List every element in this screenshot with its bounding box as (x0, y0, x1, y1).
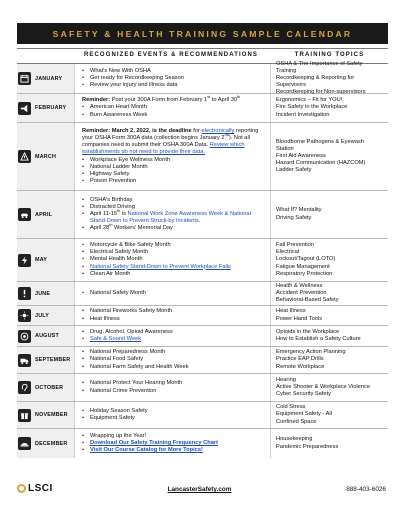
list-item: • National Farm Safety and Health Week (81, 364, 266, 371)
stand-down-falls-link[interactable]: National Safety Stand-Down to Prevent Workplace Falls (90, 263, 231, 270)
car-icon (18, 208, 31, 221)
list-item: • Clean Air Month (81, 271, 266, 278)
list-item (81, 264, 266, 271)
course-catalog-link[interactable]: Visit Our Course Catalog for More Topics! (90, 447, 203, 454)
topic-item: Remote Workplace (276, 363, 325, 370)
topic-item: Cold Stress (276, 404, 306, 411)
month-row-october (17, 374, 388, 402)
topic-item: Pandemic Preparedness (276, 443, 339, 450)
month-row-november (17, 402, 388, 429)
topic-item: Confined Space (276, 418, 317, 425)
review-establishments-link[interactable]: Review which establishments do not need to provide their data. (82, 142, 245, 156)
website-link[interactable]: LancasterSafety.com (167, 486, 232, 493)
events-cell (75, 347, 271, 373)
events-cell (75, 306, 271, 325)
events-cell (75, 191, 271, 238)
events-column-header: RECOGNIZED EVENTS & RECOMMENDATIONS (83, 52, 259, 58)
topic-item: Behavioral-Based Safety (276, 297, 339, 304)
month-name: DECEMBER (35, 440, 68, 447)
topic-item: Opioids in the Workplace (276, 328, 340, 335)
gift-icon (18, 409, 31, 422)
topic-item: Active Shooter & Workplace Violence (276, 383, 370, 390)
topic-item: Recordkeeping for Non-supervisors (276, 89, 366, 96)
lsci-logo (17, 483, 53, 494)
topic-item: Hazard Communication (HAZCOM) (276, 160, 366, 167)
hardhat-icon (18, 437, 31, 450)
list-item: • National Food Safety (81, 356, 266, 363)
list-item: • Highway Safety (81, 171, 266, 178)
month-name: JULY (35, 312, 50, 319)
list-item: • Mental Health Month (81, 256, 266, 263)
month-row-april (17, 191, 388, 239)
month-row-january (17, 60, 388, 96)
events-cell (75, 282, 271, 305)
list-item: • National Crime Prevention (81, 388, 266, 395)
topic-item: OSHA & The Importance of Safety Training (276, 60, 363, 74)
list-item: • National Safety Month (81, 290, 266, 297)
topic-item: Ergonomics – Fit for YOU! (276, 97, 343, 104)
list-item: • Workplace Eye Wellness Month (81, 157, 266, 164)
list-item: • American Heart Month (81, 104, 266, 111)
truck-icon (18, 354, 31, 367)
events-cell (75, 374, 271, 401)
calendar-icon (18, 72, 31, 85)
list-item: • Wrapping up the Year! (81, 433, 266, 440)
topic-item: How to Establish a Safety Culture (276, 336, 361, 342)
topic-item: Power Hand Tools (276, 315, 323, 322)
list-item: • April 28th Workers' Memorial Day (81, 225, 266, 232)
month-name: JUNE (35, 290, 51, 297)
list-item: • National Preparedness Month (81, 349, 266, 356)
ear-icon (18, 381, 31, 394)
topic-item: Respiratory Protection (276, 270, 333, 277)
list-item: • Motorcycle & Bike Safety Month (81, 242, 266, 249)
calendar-table (17, 60, 388, 458)
topics-cell (271, 306, 388, 325)
month-name: JANUARY (35, 75, 63, 82)
topic-item: Health & Wellness (276, 282, 323, 289)
list-item: • Get ready for Recordkeeping Season (81, 75, 266, 82)
topic-item: Emergency Action Planning (276, 349, 346, 356)
footer (17, 482, 388, 500)
topics-cell (271, 239, 388, 281)
sun-icon (18, 309, 31, 322)
list-item (81, 447, 266, 454)
topic-item: Ladder Safety (276, 167, 312, 174)
month-name: MAY (35, 257, 48, 263)
work-zone-awareness-link[interactable]: National Work Zone Awareness Week & National Stand-Down to Prevent Struck-by Incidents (90, 210, 251, 225)
phone-number: 888-403-6026 (346, 486, 386, 493)
month-row-december (17, 429, 388, 458)
list-item: • April 11-15th is National Work Zone Awareness Week & National Stand-Down to Prevent Struck-by Incidents. (81, 211, 266, 225)
list-item: • National Protect Your Hearing Month (81, 380, 266, 387)
page-title: SAFETY & HEALTH TRAINING SAMPLE CALENDAR (17, 23, 388, 44)
month-name: MARCH (35, 153, 57, 160)
logo-text: LSCI (28, 483, 53, 494)
month-name: OCTOBER (35, 384, 64, 391)
month-row-may (17, 239, 388, 282)
topic-item: Fire Safety in the Workplace (276, 104, 348, 111)
topics-cell (271, 347, 388, 373)
topics-cell (271, 94, 388, 122)
topic-item: Lockout/Tagout (LOTO) (276, 256, 336, 263)
topic-item: Housekeeping (276, 436, 313, 443)
topics-cell (271, 191, 388, 238)
events-cell (75, 239, 271, 281)
topic-item: Cyber Security Safety (276, 391, 332, 398)
topic-item: Hearing (276, 376, 296, 383)
month-row-february (17, 94, 388, 123)
list-item: • Poison Prevention (81, 178, 266, 185)
topics-cell (271, 123, 388, 190)
reminder-text: Reminder: March 2, 2022, is the deadline for electronically reporting your OSHA Form 300A data (collection begins January 2nd). Not all companies need to submit their OSHA 300A Data. Review which establishments do not need to provide their data. (82, 128, 259, 156)
topics-cell (271, 429, 388, 458)
topic-item: Incident Investigation (276, 111, 330, 118)
topic-item: Practice EAP Drills (276, 356, 324, 363)
list-item: • Review your injury and illness data (81, 82, 266, 89)
topic-item: Driving Safety (276, 214, 312, 221)
megaphone-icon (18, 102, 31, 115)
header-divider-top (17, 48, 388, 49)
events-cell (75, 94, 271, 122)
topic-item: First Aid Awareness (276, 152, 326, 159)
topic-item: Fall Prevention (276, 242, 314, 249)
month-row-july (17, 306, 388, 326)
events-cell (75, 429, 271, 458)
events-cell (75, 402, 271, 428)
topics-cell (271, 402, 388, 428)
topic-item: Accident Prevention (276, 289, 327, 296)
safe-sound-week-link[interactable]: Safe & Sound Week (90, 336, 142, 342)
month-name: APRIL (35, 211, 53, 218)
reminder-text: Reminder: Post your 300A Form from February 1st to April 30th (82, 95, 241, 104)
topic-item: Recordkeeping & Reporting for Supervisors (276, 74, 355, 89)
month-name: NOVEMBER (35, 412, 68, 418)
list-item: • National Ladder Month (81, 164, 266, 171)
list-item: • Equipment Safety (81, 415, 266, 422)
topics-cell (271, 326, 388, 346)
frequency-chart-link[interactable]: Download Our Safety Training Frequency Chart (90, 439, 218, 446)
month-row-august (17, 326, 388, 347)
electronic-reporting-link[interactable]: electronically (201, 128, 235, 135)
topics-cell (271, 374, 388, 401)
list-item (81, 440, 266, 447)
list-item: • Electrical Safety Month (81, 249, 266, 256)
events-cell (75, 123, 271, 190)
topics-cell (271, 60, 388, 96)
target-icon (18, 330, 31, 343)
events-cell (75, 64, 271, 93)
month-row-june (17, 282, 388, 306)
list-item: • OSHA's Birthday (81, 197, 266, 204)
topic-item: Bloodborne Pathogens & Eyewash Station (276, 138, 364, 152)
month-row-march (17, 123, 388, 191)
month-name: FEBRUARY (35, 105, 67, 111)
list-item: • Holiday Season Safety (81, 408, 266, 415)
list-item: • Heat Illness (81, 316, 266, 323)
alert-icon (18, 287, 31, 300)
topic-item: Equipment Safety - All (276, 411, 332, 418)
list-item (81, 336, 266, 343)
logo-ring-icon (17, 484, 26, 493)
events-cell (75, 326, 271, 346)
topic-item: Heat Illness (276, 308, 306, 315)
topic-item: Fatigue Management (276, 263, 330, 270)
month-name: AUGUST (35, 333, 59, 339)
list-item: • National Fireworks Safety Month (81, 308, 266, 315)
topic-item: Electrical (276, 249, 300, 256)
list-item: • What's New With OSHA (81, 68, 266, 75)
list-item: • Distracted Driving (81, 204, 266, 211)
list-item: • Burn Awareness Week (81, 112, 266, 119)
bolt-icon (18, 254, 31, 267)
month-name: SEPTEMBER (35, 357, 71, 363)
topics-cell (271, 282, 388, 305)
list-item: • Drug, Alcohol, Opioid Awareness (81, 329, 266, 336)
topic-item: What If? Mentality (276, 207, 322, 214)
topics-column-header: TRAINING TOPICS (294, 52, 365, 58)
month-row-september (17, 347, 388, 374)
warning-icon (18, 150, 31, 163)
